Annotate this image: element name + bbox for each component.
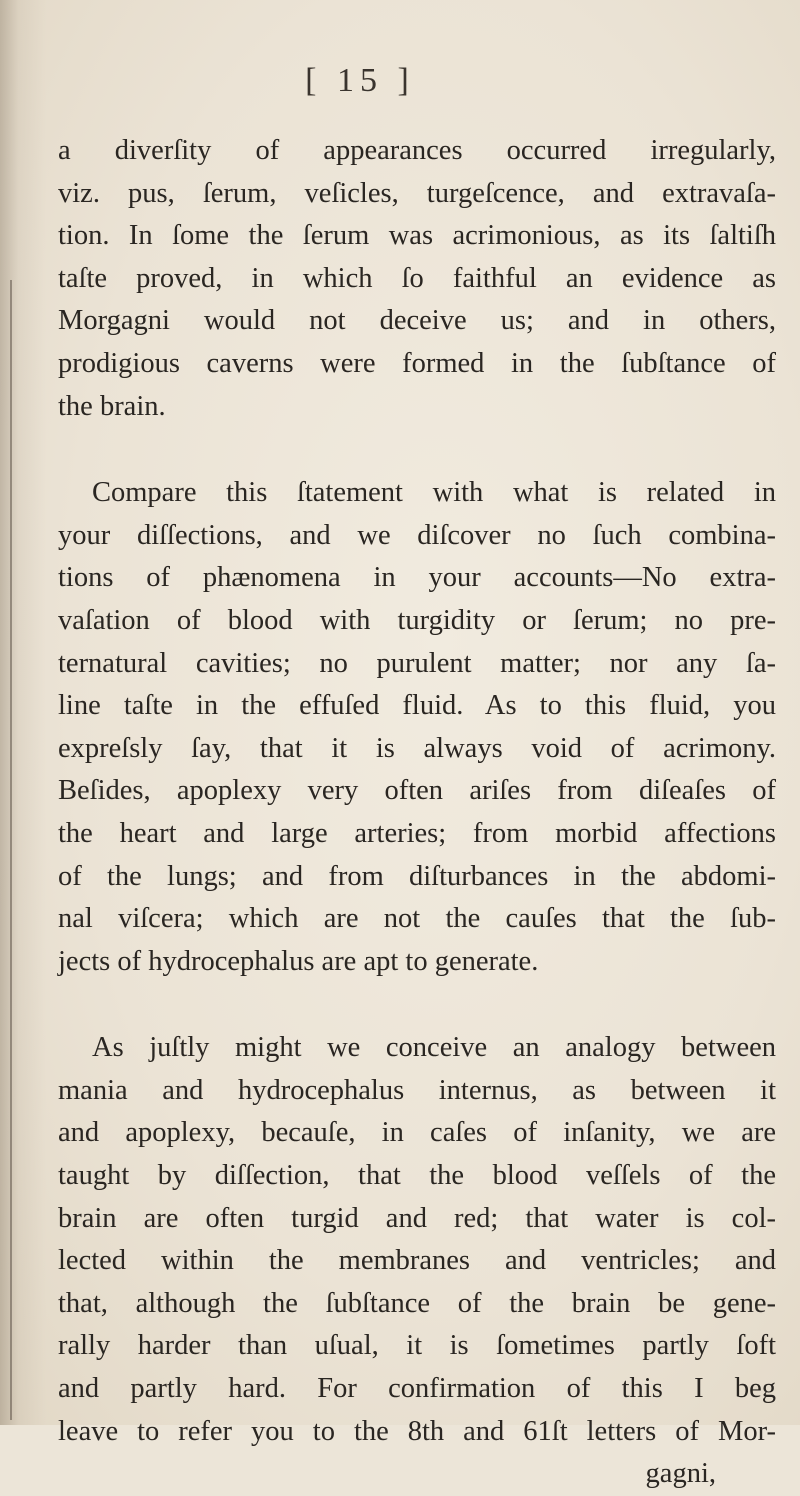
text-line: leave to refer you to the 8th and 61ſt letters of Mor- [58,1415,776,1447]
body-text [58,130,776,1496]
text-line: Morgagni would not deceive us; and in others, [58,305,776,337]
text-line: that, although the ſubſtance of the brain be gene- [58,1287,776,1319]
catchword: gagni, [645,1458,716,1490]
paragraph-2 [58,472,776,983]
text-line: vaſation of blood with turgidity or ſerum; no pre- [58,604,776,636]
text-line: taught by diſſection, that the blood veſſels of the [58,1160,776,1192]
text-line: Compare this ſtatement with what is related in [92,477,776,509]
text-line: prodigious caverns were formed in the ſubſtance of [58,347,776,379]
text-line: tions of phænomena in your accounts—No extra- [58,562,776,594]
text-line: brain are often turgid and red; that water is col- [58,1202,776,1234]
text-line: ternatural cavities; no purulent matter; nor any ſa- [58,647,776,679]
text-line: taſte proved, in which ſo faithful an evidence as [58,262,776,294]
paragraph-spacer [58,428,776,472]
text-line: As juſtly might we conceive an analogy between [92,1032,776,1064]
text-line: nal viſcera; which are not the cauſes that the ſub- [58,903,776,935]
text-line: tion. In ſome the ſerum was acrimonious, as its ſaltiſh [58,220,776,252]
text-line: mania and hydrocephalus internus, as between it [58,1074,776,1106]
text-line: lected within the membranes and ventricles; and [58,1245,776,1277]
page-number: [ 15 ] [305,62,415,99]
text-line: the brain. [58,390,166,422]
text-line: and apoplexy, becauſe, in caſes of inſanity, we are [58,1117,776,1149]
text-line: viz. pus, ſerum, veſicles, turgeſcence, and extravaſa- [58,177,776,209]
text-line: expreſsly ſay, that it is always void of acrimony. [58,732,776,764]
text-line: jects of hydrocephalus are apt to generate. [58,945,539,977]
text-line: rally harder than uſual, it is ſometimes partly ſoft [58,1330,776,1362]
binding-edge [10,280,12,1420]
paragraph-spacer [58,983,776,1027]
text-line: line taſte in the effuſed fluid. As to this fluid, you [58,690,776,722]
text-line: the heart and large arteries; from morbid affections [58,817,776,849]
binding-shadow [0,0,46,1425]
text-line: Beſides, apoplexy very often ariſes from diſeaſes of [58,775,776,807]
text-line: of the lungs; and from diſturbances in the abdomi- [58,860,776,892]
text-line: your diſſections, and we diſcover no ſuch combina- [58,519,776,551]
paragraph-1 [58,130,776,428]
text-line: a diverſity of appearances occurred irregularly, [58,135,776,166]
text-line: and partly hard. For confirmation of this I beg [58,1373,776,1405]
paragraph-3 [58,1027,776,1453]
